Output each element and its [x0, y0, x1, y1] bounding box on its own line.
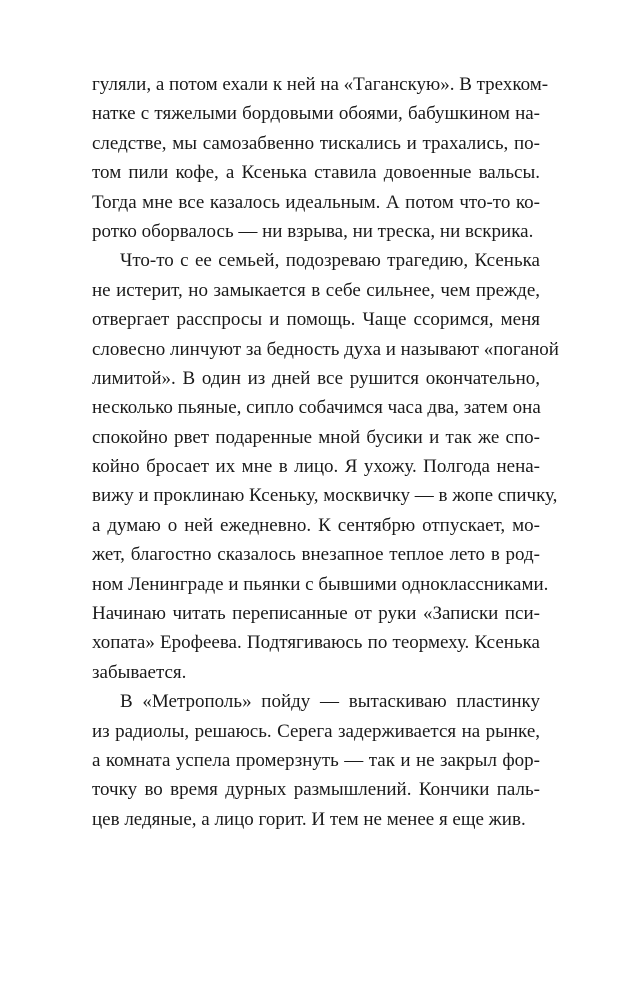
- text-line: В «Метрополь» пойду — вытаскиваю пластинку: [120, 691, 540, 713]
- body-text: [92, 70, 559, 834]
- text-line: койно бросает их мне в лицо. Я ухожу. Полгода нена-: [92, 456, 540, 478]
- text-line: забывается.: [92, 661, 187, 683]
- text-line: Начинаю читать переписанные от руки «Записки пси-: [92, 603, 540, 625]
- text-line: из радиолы, решаюсь. Серега задерживается на рынке,: [92, 720, 540, 742]
- text-line: вижу и проклинаю Ксеньку, москвичку — в жопе спичку,: [92, 485, 558, 507]
- text-line: ротко оборвалось — ни взрыва, ни треска, ни вскрика.: [92, 220, 534, 242]
- text-line: словесно линчуют за бедность духа и называют «поганой: [92, 338, 559, 360]
- text-line: отвергает расспросы и помощь. Чаще ссоримся, меня: [92, 309, 540, 331]
- text-line: хопата» Ерофеева. Подтягиваюсь по теормеху. Ксенька: [92, 632, 540, 654]
- paragraph-1: [92, 70, 549, 246]
- text-line: цев ледяные, а лицо горит. И тем не менее я еще жив.: [92, 808, 526, 830]
- text-line: Тогда мне все казалось идеальным. А потом что-то ко-: [92, 191, 540, 213]
- text-line: а думаю о ней ежедневно. К сентябрю отпускает, мо-: [92, 514, 540, 536]
- text-line: несколько пьяные, сипло собачимся часа два, затем она: [92, 397, 541, 419]
- text-line: Что-то с ее семьей, подозреваю трагедию, Ксенька: [120, 250, 540, 272]
- paragraph-2: [92, 246, 559, 687]
- text-line: ном Ленинграде и пьянки с бывшими одноклассниками.: [92, 573, 549, 595]
- text-line: лимитой». В один из дней все рушится окончательно,: [92, 367, 540, 389]
- text-line: следстве, мы самозабвенно тискались и трахались, по-: [92, 132, 540, 154]
- text-line: а комната успела промерзнуть — так и не закрыл фор-: [92, 749, 540, 771]
- text-line: жет, благостно сказалось внезапное теплое лето в род-: [92, 544, 540, 566]
- text-line: натке с тяжелыми бордовыми обоями, бабушкином на-: [92, 103, 540, 125]
- text-line: том пили кофе, а Ксенька ставила довоенные вальсы.: [92, 162, 540, 184]
- text-line: точку во время дурных размышлений. Кончики паль-: [92, 779, 540, 801]
- paragraph-3: [92, 687, 540, 834]
- text-line: гуляли, а потом ехали к ней на «Таганскую». В трехком-: [92, 74, 549, 95]
- text-line: спокойно рвет подаренные мной бусики и так же спо-: [92, 426, 540, 448]
- text-line: не истерит, но замыкается в себе сильнее, чем прежде,: [92, 279, 540, 301]
